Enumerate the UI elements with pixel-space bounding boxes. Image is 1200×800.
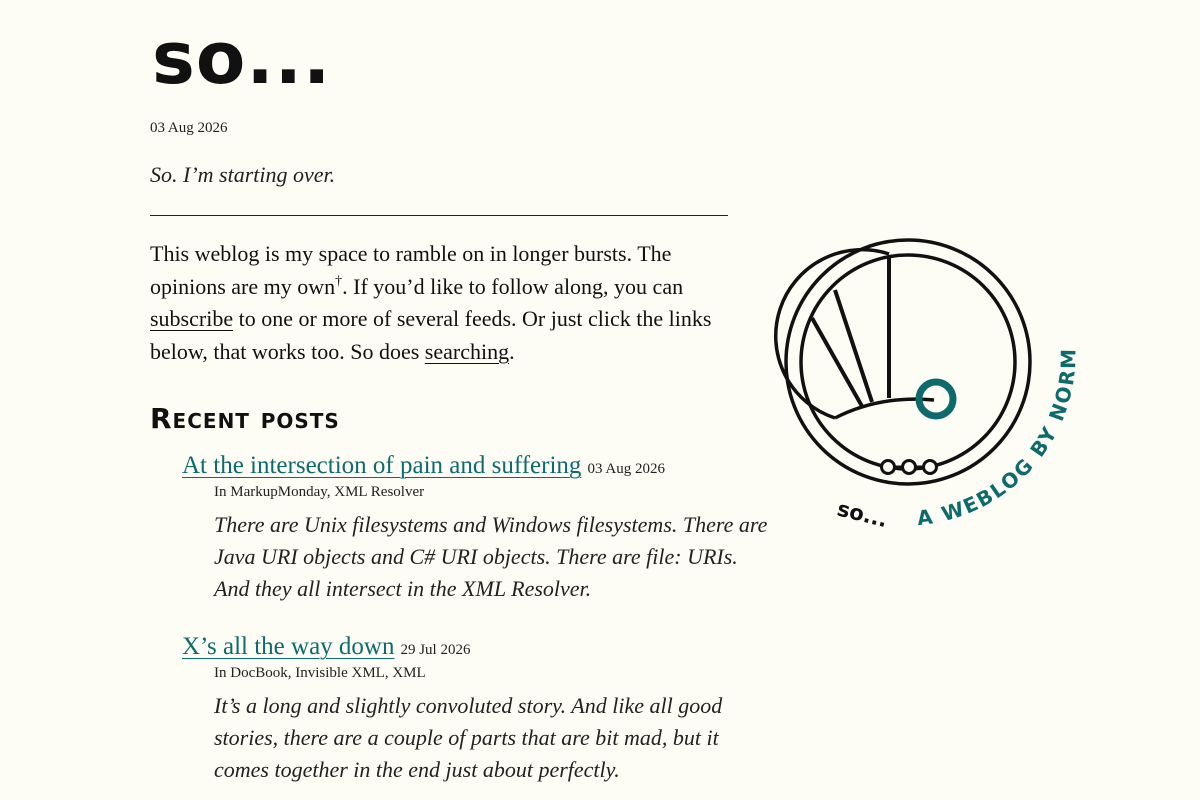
logo-so-text: so... [834, 496, 890, 533]
intro-text-4: . [509, 338, 515, 364]
category-link[interactable]: XML Resolver [334, 484, 425, 500]
logo-dot [924, 461, 937, 474]
post-item-date: 29 Jul 2026 [400, 642, 471, 658]
post-summary: It’s a long and slightly convoluted story. And like all good stories, there are a couple of parts that are bit mad, but it comes together in the end just about perfectly. [214, 693, 723, 782]
subscribe-link[interactable]: subscribe [150, 306, 234, 331]
footnote-dagger[interactable]: † [335, 273, 343, 289]
intro-text-1: This weblog is my space to ramble on in longer bursts. The opinions are my own [150, 241, 672, 299]
weblog-logo [770, 225, 1100, 545]
category-link[interactable]: Invisible XML [295, 665, 385, 681]
post-categories: In DocBook, Invisible XML, XML [214, 665, 426, 681]
categories-label: In [214, 665, 231, 681]
logo-outer-ring [786, 240, 1030, 484]
logo-arc-text [916, 347, 1081, 530]
logo-line [835, 290, 872, 402]
categories-label: In [214, 484, 231, 500]
post-item [182, 633, 772, 786]
post-categories: In MarkupMonday, XML Resolver [214, 484, 425, 500]
category-link[interactable]: DocBook [230, 665, 288, 681]
logo-line [812, 318, 863, 408]
intro-text-2: . If you’d like to follow along, you can [342, 273, 684, 299]
divider [150, 215, 728, 216]
logo-dot [882, 461, 895, 474]
category-link[interactable]: MarkupMonday [230, 484, 327, 500]
logo-arc [776, 250, 889, 418]
intro-text-3: to one or more of several feeds. Or just click the links below, that works too. So does [150, 306, 712, 364]
post-title-link[interactable]: At the intersection of pain and suffering [182, 452, 582, 479]
search-link[interactable]: searching [424, 338, 510, 364]
logo-dot [903, 461, 916, 474]
logo-inner-ring [801, 255, 1015, 469]
site-title[interactable]: so... [152, 16, 332, 100]
intro-paragraph [150, 238, 740, 368]
recent-posts-heading: Recent posts [150, 402, 340, 435]
post-item [182, 452, 772, 605]
logo-arc-textpath: A WEBLOG BY NORM [915, 346, 1081, 531]
post-tagline: So. I’m starting over. [150, 162, 336, 187]
post-title-link[interactable]: X’s all the way down [182, 633, 395, 660]
post-summary: There are Unix filesystems and Windows filesystems. There are Java URI objects and C# URI objects. There are file: URIs. And they all intersect in the XML Resolver. [214, 512, 768, 601]
post-date: 03 Aug 2026 [150, 120, 228, 136]
category-link[interactable]: XML [392, 665, 426, 681]
post-item-date: 03 Aug 2026 [587, 461, 665, 477]
